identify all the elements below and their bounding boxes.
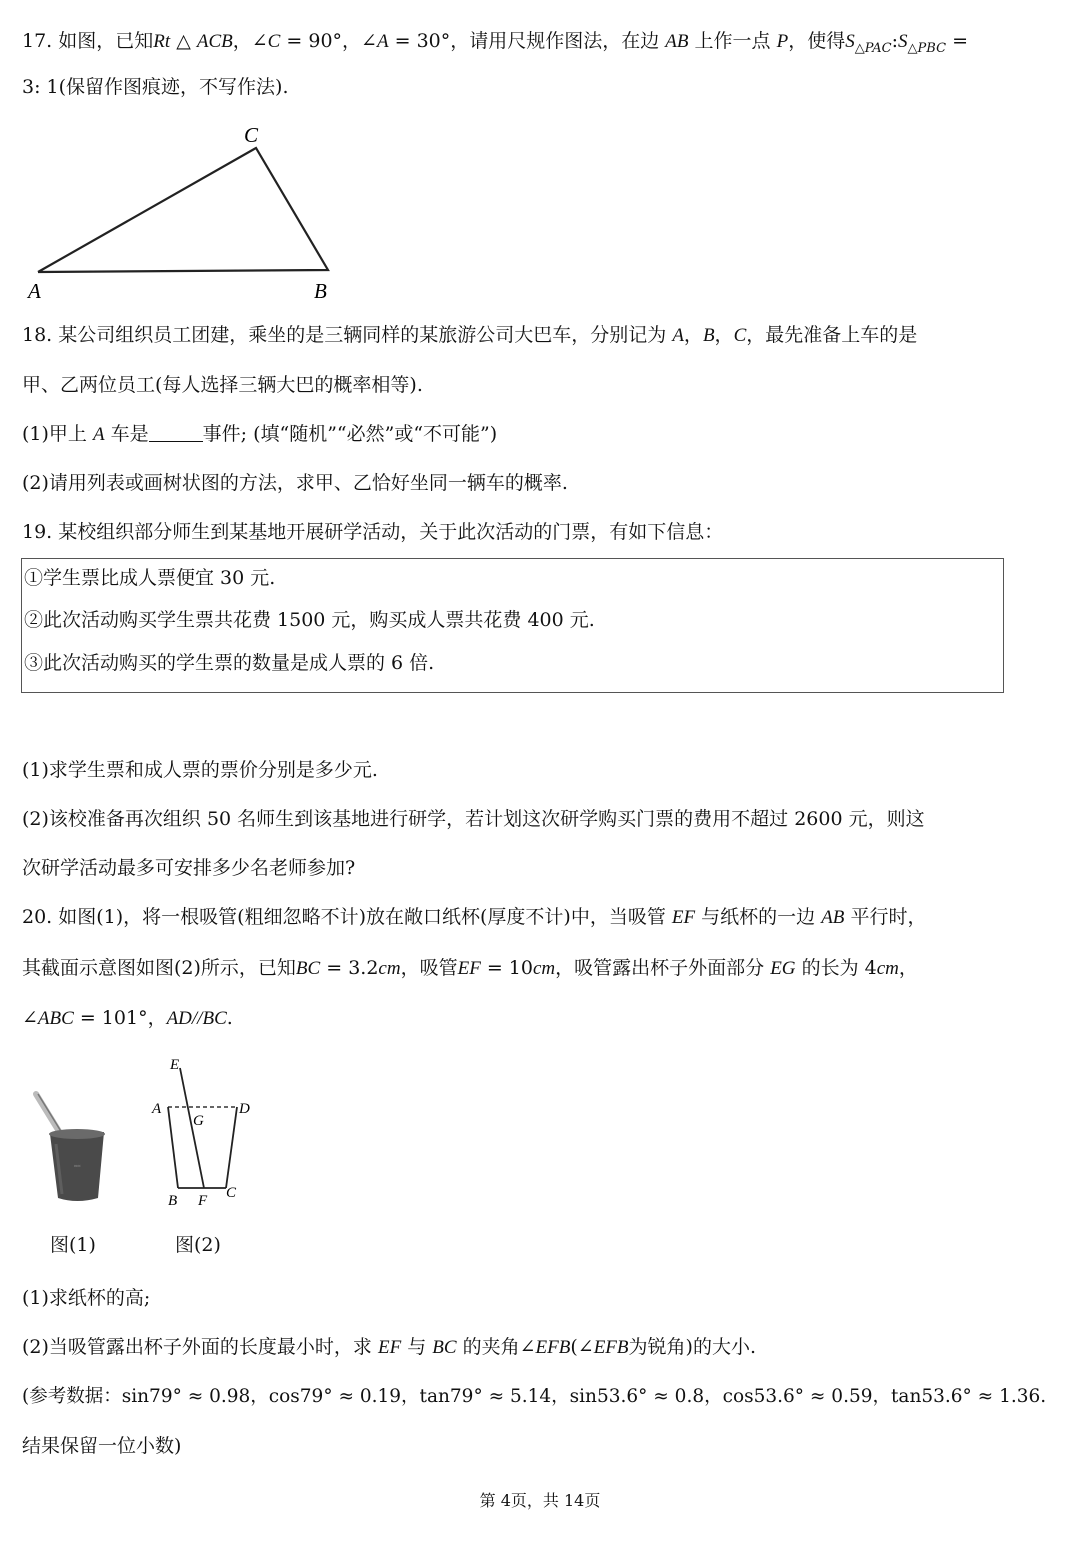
- q20-eg: EG: [770, 958, 796, 979]
- q20-text2c: ，吸管: [400, 957, 458, 979]
- label-a: A: [152, 1101, 162, 1117]
- q18-var-a: A: [672, 325, 684, 346]
- q20-p2-text3: 的夹角∠: [456, 1336, 536, 1358]
- q17-triangle-figure: [20, 118, 350, 306]
- cup-rim: [49, 1129, 105, 1139]
- q20-text2f: 的长为 4: [795, 957, 877, 979]
- q20-p2-efb2: EFB: [593, 1337, 629, 1358]
- q18-part2: (2)请用列表或画树状图的方法，求甲、乙恰好坐同一辆车的概率.: [22, 472, 568, 494]
- q20-cross-section-figure: [140, 1050, 270, 1210]
- q20-line1: [22, 904, 926, 931]
- q20-text1b: 与纸杯的一边: [695, 906, 822, 928]
- q20-text2b: = 3.2: [320, 957, 379, 979]
- q17-var-a: A: [376, 31, 389, 52]
- q17-ab: AB: [665, 31, 689, 52]
- q20-cm1: cm: [378, 958, 401, 979]
- q17-colon: :: [891, 30, 899, 52]
- q20-p2-efb: EFB: [535, 1337, 571, 1358]
- segment-ab: [168, 1107, 178, 1188]
- q17-text: 如图，已知: [52, 30, 154, 52]
- q20-fig2-caption: 图(2): [175, 1234, 221, 1256]
- q17-s2: S: [898, 31, 908, 52]
- q20-text1: 20. 如图(1)，将一根吸管(粗细忽略不计)放在敞口纸杯(厚度不计)中，当吸管: [22, 906, 672, 928]
- q20-p2-text4: (∠: [570, 1336, 594, 1358]
- q17-acb: ACB: [196, 31, 233, 52]
- q17-line2: 3: 1(保留作图痕迹，不写作法).: [22, 76, 289, 98]
- q20-p2-text5: 为锐角)的大小.: [628, 1336, 756, 1358]
- q20-p2-ef: EF: [377, 1337, 402, 1358]
- q18-p1-text: (1)甲上: [22, 423, 93, 445]
- q17-sub1: △PAC: [854, 41, 892, 56]
- q20-ab: AB: [821, 907, 845, 928]
- q19-line1: 19. 某校组织部分师生到某基地开展研学活动，关于此次活动的门票，有如下信息：: [22, 521, 724, 543]
- q19-part2-line2: 次研学活动最多可安排多少名老师参加?: [22, 857, 356, 879]
- label-f: F: [198, 1193, 208, 1209]
- q17-text-eq90: = 90°，∠: [280, 30, 377, 52]
- q20-p2-bc: BC: [432, 1337, 457, 1358]
- q19-part1: (1)求学生票和成人票的票价分别是多少元.: [22, 759, 378, 781]
- q20-abc: ABC: [37, 1008, 74, 1029]
- q17-rt: Rt: [153, 31, 171, 52]
- q18-var-b: B: [702, 325, 715, 346]
- q17-text3: ，使得: [788, 30, 846, 52]
- q20-rounding-note: 结果保留一位小数): [22, 1435, 182, 1457]
- q20-text2g: ，: [898, 957, 918, 979]
- label-b: B: [168, 1193, 178, 1209]
- q20-text3d: .: [226, 1007, 233, 1029]
- page-footer: 第 4页，共 14页: [479, 1491, 601, 1510]
- q20-text2e: ，吸管露出杯子外面部分: [555, 957, 771, 979]
- q17-var-c: C: [267, 31, 281, 52]
- label-d: D: [239, 1101, 250, 1117]
- q20-parallel: //: [191, 1008, 203, 1029]
- segment-cd: [226, 1107, 237, 1188]
- q17-label-c: C: [244, 123, 259, 147]
- q20-text1c: 平行时，: [844, 906, 927, 928]
- q20-cup-photo: [28, 1088, 118, 1208]
- q18-p1-text2: 车是: [104, 423, 149, 445]
- q17-text-angle: ，∠: [232, 30, 268, 52]
- q17-triangle-lines: [38, 148, 328, 272]
- q18-p1-text3: 事件; (填“随机”“必然”或“不可能”): [202, 423, 498, 445]
- q20-bc: BC: [295, 958, 321, 979]
- q17-number: 17.: [22, 30, 53, 52]
- q18-var-c: C: [733, 325, 747, 346]
- q20-text2a: 其截面示意图如图(2)所示，已知: [22, 957, 296, 979]
- q18-answer-blank[interactable]: [149, 423, 203, 442]
- q20-line3: [22, 1005, 233, 1032]
- q19-info-3: ③此次活动购买的学生票的数量是成人票的 6 倍.: [24, 652, 435, 674]
- q18-part1: [22, 421, 497, 448]
- q20-ef: EF: [671, 907, 696, 928]
- q20-text3a: ∠: [22, 1007, 38, 1029]
- q18-text1-end: ，最先准备上车的是: [746, 324, 918, 346]
- label-e: E: [170, 1057, 180, 1073]
- q17-label-a: A: [28, 279, 41, 303]
- q19-info-box: [21, 558, 1004, 693]
- q20-part2: [22, 1334, 756, 1361]
- q17-text2: 上作一点: [688, 30, 777, 52]
- q17-sub2: △PBC: [907, 41, 947, 56]
- cup-print: ≈≈: [74, 1164, 81, 1170]
- q17-var-p: P: [776, 31, 789, 52]
- q20-p2-text2: 与: [401, 1336, 433, 1358]
- q17-label-b: B: [314, 279, 327, 303]
- q20-part1: (1)求纸杯的高;: [22, 1287, 151, 1309]
- q17-text-eq30: = 30°，请用尺规作图法，在边: [388, 30, 666, 52]
- q20-text3b: = 101°，: [73, 1007, 167, 1029]
- q20-p2-text: (2)当吸管露出杯子外面的长度最小时，求: [22, 1336, 378, 1358]
- label-c: C: [226, 1185, 237, 1201]
- q18-sep1: ，: [683, 324, 703, 346]
- q17-s1: S: [845, 31, 855, 52]
- q19-info-1: ①学生票比成人票便宜 30 元.: [24, 567, 276, 589]
- q18-line1: [22, 322, 917, 349]
- q20-ad: AD: [166, 1008, 192, 1029]
- q18-p1-var: A: [92, 424, 105, 445]
- q20-ef2: EF: [457, 958, 481, 979]
- q20-cm2: cm: [533, 958, 556, 979]
- q20-text2d: = 10: [480, 957, 533, 979]
- q20-reference-data: (参考数据：sin79° ≈ 0.98，cos79° ≈ 0.19，tan79° ≈ 5.14，sin53.6° ≈ 0.8，cos53.6° ≈ 0.59，tan53.6° ≈ 1.36.: [22, 1386, 1047, 1407]
- q20-line2: [22, 955, 918, 982]
- q19-part2-line1: (2)该校准备再次组织 50 名师生到该基地进行研学，若计划这次研学购买门票的费用不超过 2600 元，则这: [22, 808, 925, 830]
- q20-cm3: cm: [876, 958, 899, 979]
- q17-line1: [22, 28, 968, 62]
- q19-info-2: ②此次活动购买学生票共花费 1500 元，购买成人票共花费 400 元.: [24, 609, 595, 631]
- q18-line2: 甲、乙两位员工(每人选择三辆大巴的概率相等).: [22, 374, 423, 396]
- q17-eqend: =: [946, 30, 968, 52]
- q18-sep2: ，: [714, 324, 734, 346]
- q17-triangle-symbol: △: [170, 30, 197, 52]
- q18-text1: 18. 某公司组织员工团建，乘坐的是三辆同样的某旅游公司大巴车，分别记为: [22, 324, 673, 346]
- q20-bc2: BC: [202, 1008, 227, 1029]
- label-g: G: [193, 1113, 204, 1129]
- q20-fig1-caption: 图(1): [50, 1234, 96, 1256]
